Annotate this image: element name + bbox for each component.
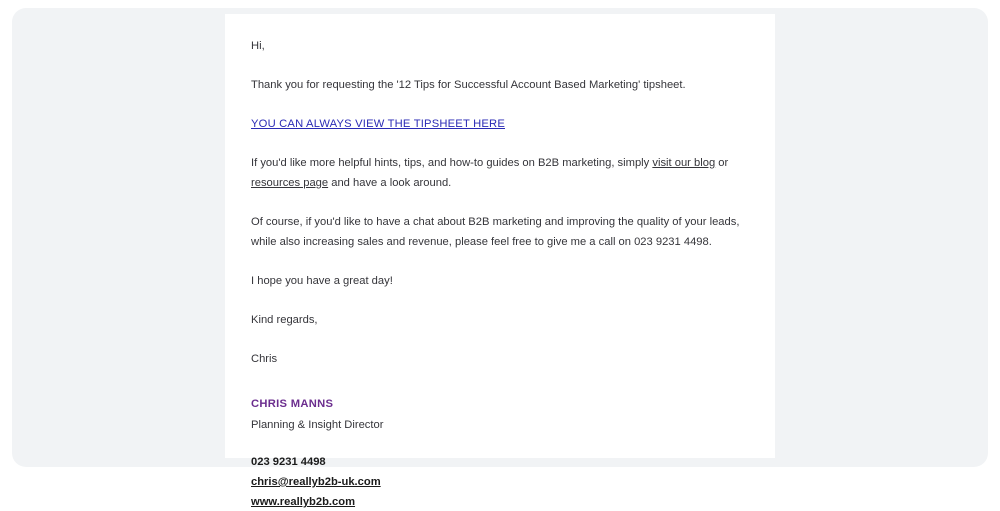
tipsheet-title: '12 Tips for Successful Account Based Marketing' (396, 79, 641, 91)
email-great-day-paragraph: I hope you have a great day! (251, 275, 393, 287)
blog-text-before: If you'd like more helpful hints, tips, and how-to guides on B2B marketing, simply (251, 157, 653, 169)
signature-email-link[interactable]: chris@reallyb2b-uk.com (251, 476, 381, 488)
email-body-sheet (225, 14, 775, 508)
thanks-text-after: tipsheet. (640, 79, 686, 91)
view-tipsheet-link[interactable]: YOU CAN ALWAYS VIEW THE TIPSHEET HERE (251, 118, 505, 130)
signature-contact-details (251, 453, 749, 511)
resources-page-link[interactable]: resources page (251, 177, 329, 189)
signature-phone: 023 9231 4498 (251, 456, 326, 468)
email-thanks-paragraph (251, 75, 749, 95)
email-sender-name: Chris (251, 353, 278, 365)
signature-job-title: Planning & Insight Director (251, 419, 384, 431)
email-blog-paragraph (251, 153, 749, 193)
signature-website-link[interactable]: www.reallyb2b.com (251, 496, 356, 508)
email-chat-paragraph: Of course, if you'd like to have a chat about B2B marketing and improving the quality of your leads, while also increasing sales and revenue, please feel free to give me a call on 023 9231 4498. (251, 216, 740, 248)
signature-name: CHRIS MANNS (251, 398, 334, 410)
email-sign-off: Kind regards, (251, 314, 318, 326)
email-greeting: Hi, (251, 40, 265, 52)
blog-text-mid: or (715, 157, 729, 169)
thanks-text-before: Thank you for requesting the (251, 79, 397, 91)
blog-text-after: and have a look around. (328, 177, 452, 189)
signature-block (251, 395, 749, 511)
visit-our-blog-link[interactable]: visit our blog (652, 157, 716, 169)
